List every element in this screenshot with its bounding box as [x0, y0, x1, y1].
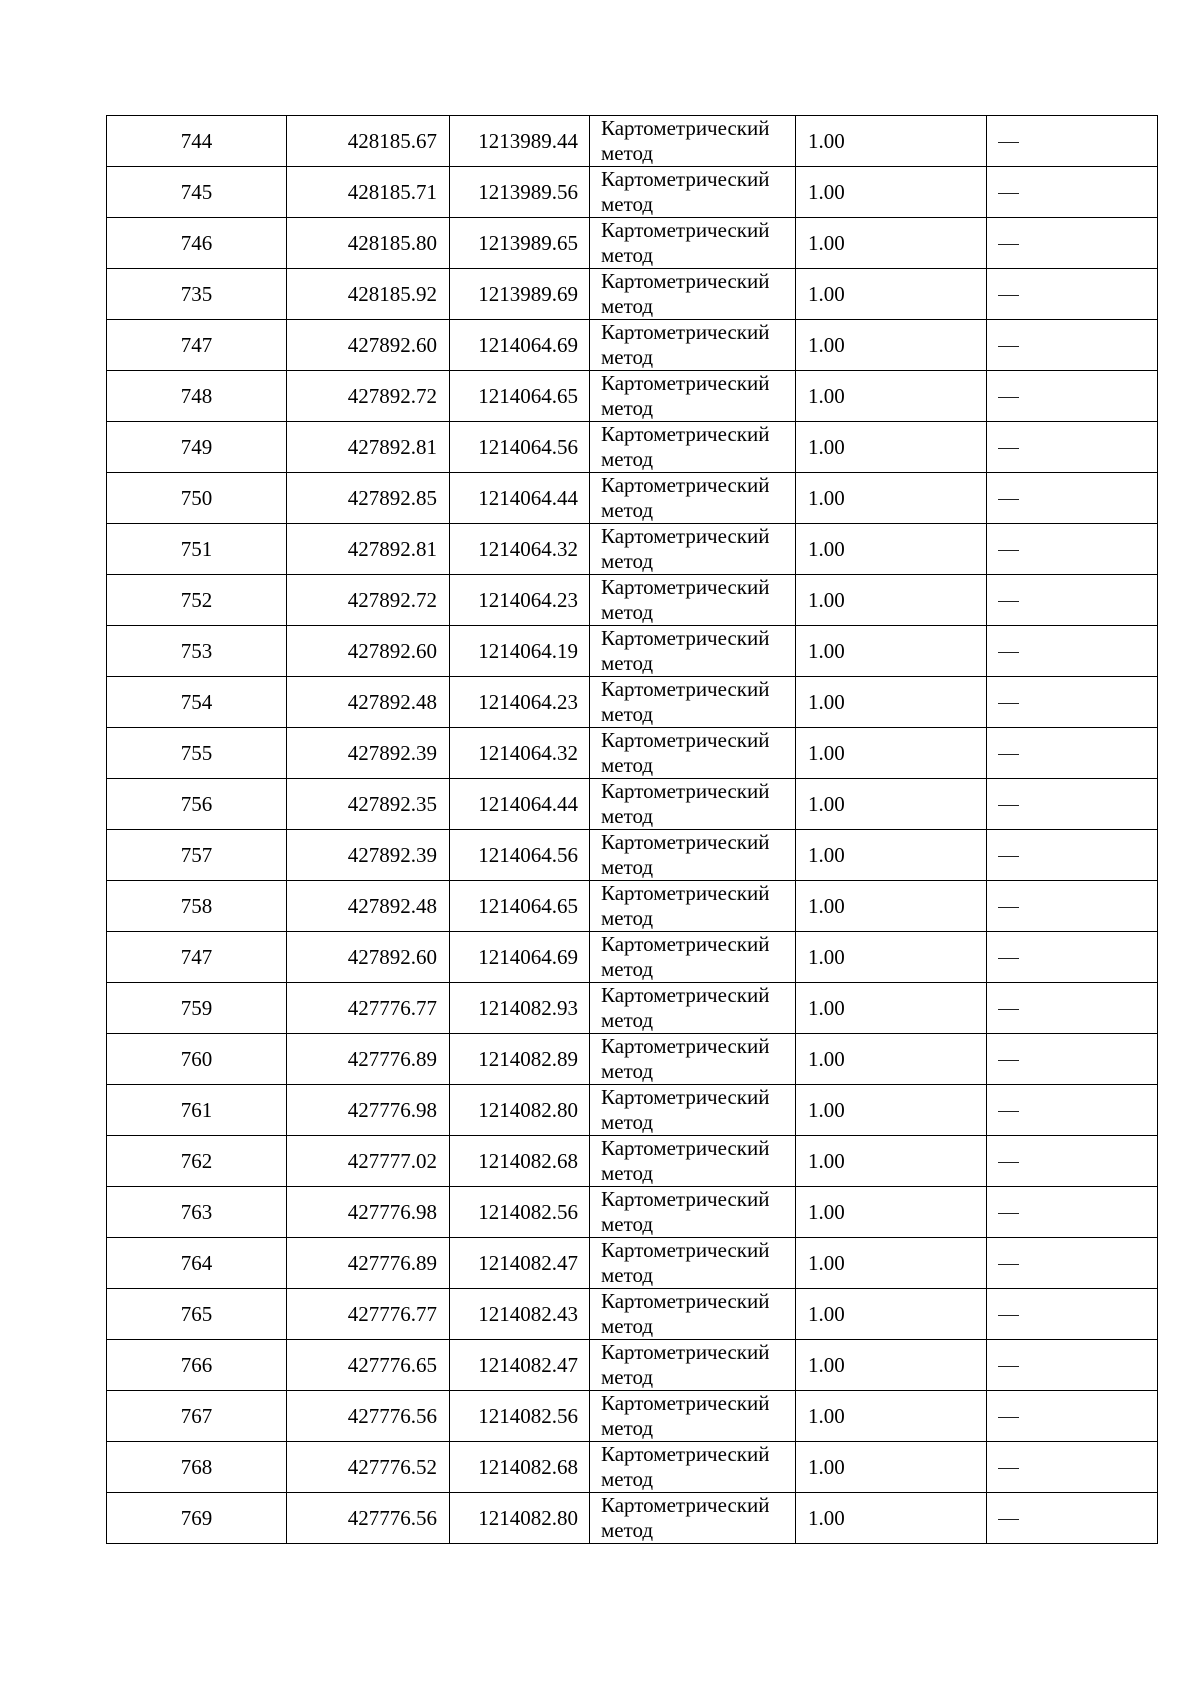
dash-mark — [998, 295, 1019, 296]
dash-mark — [998, 907, 1019, 908]
description-cell — [987, 1391, 1158, 1442]
point-number-cell: 756 — [107, 779, 287, 830]
x-coordinate-cell: 428185.80 — [287, 218, 450, 269]
x-coordinate-cell: 427776.77 — [287, 1289, 450, 1340]
accuracy-cell: 1.00 — [796, 1187, 987, 1238]
description-cell — [987, 116, 1158, 167]
point-number-cell: 768 — [107, 1442, 287, 1493]
y-coordinate-cell: 1213989.65 — [450, 218, 590, 269]
point-number-cell: 760 — [107, 1034, 287, 1085]
method-line-2: метод — [601, 855, 654, 879]
x-coordinate-cell: 427892.60 — [287, 320, 450, 371]
method-line-2: метод — [601, 1212, 654, 1236]
method-cell — [590, 269, 796, 320]
x-coordinate-cell: 427892.48 — [287, 677, 450, 728]
dash-mark — [998, 499, 1019, 500]
y-coordinate-cell: 1214082.89 — [450, 1034, 590, 1085]
method-cell — [590, 320, 796, 371]
point-number-cell: 744 — [107, 116, 287, 167]
description-cell — [987, 371, 1158, 422]
description-cell — [987, 1085, 1158, 1136]
coordinates-table — [106, 115, 1158, 1544]
method-line-1: Картометрический — [601, 1289, 770, 1313]
table-row — [107, 473, 1158, 524]
description-cell — [987, 320, 1158, 371]
point-number-cell: 748 — [107, 371, 287, 422]
method-cell — [590, 575, 796, 626]
dash-mark — [998, 1213, 1019, 1214]
x-coordinate-cell: 427776.56 — [287, 1493, 450, 1544]
accuracy-cell: 1.00 — [796, 1136, 987, 1187]
method-line-1: Картометрический — [601, 932, 770, 956]
accuracy-cell: 1.00 — [796, 422, 987, 473]
method-cell — [590, 881, 796, 932]
method-cell — [590, 830, 796, 881]
x-coordinate-cell: 427892.60 — [287, 626, 450, 677]
method-line-1: Картометрический — [601, 677, 770, 701]
accuracy-cell: 1.00 — [796, 524, 987, 575]
dash-mark — [998, 142, 1019, 143]
y-coordinate-cell: 1214064.23 — [450, 677, 590, 728]
method-line-1: Картометрический — [601, 983, 770, 1007]
table-row — [107, 524, 1158, 575]
method-line-1: Картометрический — [601, 830, 770, 854]
x-coordinate-cell: 427776.65 — [287, 1340, 450, 1391]
table-row — [107, 1034, 1158, 1085]
y-coordinate-cell: 1214082.56 — [450, 1391, 590, 1442]
dash-mark — [998, 397, 1019, 398]
y-coordinate-cell: 1214082.56 — [450, 1187, 590, 1238]
method-line-1: Картометрический — [601, 371, 770, 395]
point-number-cell: 755 — [107, 728, 287, 779]
y-coordinate-cell: 1214082.68 — [450, 1136, 590, 1187]
method-line-2: метод — [601, 1365, 654, 1389]
table-row — [107, 1136, 1158, 1187]
table-row — [107, 983, 1158, 1034]
y-coordinate-cell: 1214064.19 — [450, 626, 590, 677]
method-line-2: метод — [601, 1314, 654, 1338]
point-number-cell: 762 — [107, 1136, 287, 1187]
method-cell — [590, 1187, 796, 1238]
accuracy-cell: 1.00 — [796, 320, 987, 371]
y-coordinate-cell: 1214082.80 — [450, 1085, 590, 1136]
x-coordinate-cell: 427776.77 — [287, 983, 450, 1034]
point-number-cell: 759 — [107, 983, 287, 1034]
method-line-1: Картометрический — [601, 1085, 770, 1109]
y-coordinate-cell: 1214082.47 — [450, 1340, 590, 1391]
method-line-1: Картометрический — [601, 167, 770, 191]
x-coordinate-cell: 427892.35 — [287, 779, 450, 830]
method-line-1: Картометрический — [601, 473, 770, 497]
dash-mark — [998, 1162, 1019, 1163]
method-cell — [590, 677, 796, 728]
point-number-cell: 749 — [107, 422, 287, 473]
method-line-1: Картометрический — [601, 218, 770, 242]
method-line-1: Картометрический — [601, 1391, 770, 1415]
accuracy-cell: 1.00 — [796, 218, 987, 269]
dash-mark — [998, 1060, 1019, 1061]
method-cell — [590, 728, 796, 779]
point-number-cell: 766 — [107, 1340, 287, 1391]
point-number-cell: 752 — [107, 575, 287, 626]
method-cell — [590, 473, 796, 524]
table-row — [107, 371, 1158, 422]
accuracy-cell: 1.00 — [796, 371, 987, 422]
table-row — [107, 779, 1158, 830]
accuracy-cell: 1.00 — [796, 983, 987, 1034]
x-coordinate-cell: 427892.81 — [287, 422, 450, 473]
table-row — [107, 1238, 1158, 1289]
y-coordinate-cell: 1214082.93 — [450, 983, 590, 1034]
x-coordinate-cell: 427776.89 — [287, 1238, 450, 1289]
method-line-1: Картометрический — [601, 575, 770, 599]
point-number-cell: 747 — [107, 932, 287, 983]
y-coordinate-cell: 1214064.69 — [450, 320, 590, 371]
y-coordinate-cell: 1214064.44 — [450, 779, 590, 830]
point-number-cell: 747 — [107, 320, 287, 371]
method-line-1: Картометрический — [601, 728, 770, 752]
y-coordinate-cell: 1213989.44 — [450, 116, 590, 167]
description-cell — [987, 575, 1158, 626]
point-number-cell: 750 — [107, 473, 287, 524]
x-coordinate-cell: 427892.85 — [287, 473, 450, 524]
method-cell — [590, 1034, 796, 1085]
table-row — [107, 728, 1158, 779]
method-line-2: метод — [601, 294, 654, 318]
method-line-2: метод — [601, 447, 654, 471]
method-line-2: метод — [601, 702, 654, 726]
dash-mark — [998, 652, 1019, 653]
method-line-1: Картометрический — [601, 1034, 770, 1058]
table-row — [107, 1493, 1158, 1544]
x-coordinate-cell: 427892.81 — [287, 524, 450, 575]
dash-mark — [998, 805, 1019, 806]
description-cell — [987, 1034, 1158, 1085]
table-row — [107, 167, 1158, 218]
method-line-2: метод — [601, 498, 654, 522]
table-row — [107, 575, 1158, 626]
table-row — [107, 1187, 1158, 1238]
point-number-cell: 763 — [107, 1187, 287, 1238]
dash-mark — [998, 1111, 1019, 1112]
table-row — [107, 677, 1158, 728]
method-line-2: метод — [601, 141, 654, 165]
accuracy-cell: 1.00 — [796, 932, 987, 983]
accuracy-cell: 1.00 — [796, 626, 987, 677]
table-row — [107, 1391, 1158, 1442]
method-cell — [590, 524, 796, 575]
point-number-cell: 758 — [107, 881, 287, 932]
accuracy-cell: 1.00 — [796, 830, 987, 881]
description-cell — [987, 1289, 1158, 1340]
dash-mark — [998, 1366, 1019, 1367]
dash-mark — [998, 1009, 1019, 1010]
method-line-1: Картометрический — [601, 626, 770, 650]
y-coordinate-cell: 1214064.56 — [450, 830, 590, 881]
dash-mark — [998, 703, 1019, 704]
table-row — [107, 422, 1158, 473]
y-coordinate-cell: 1214082.80 — [450, 1493, 590, 1544]
x-coordinate-cell: 428185.67 — [287, 116, 450, 167]
point-number-cell: 754 — [107, 677, 287, 728]
method-line-2: метод — [601, 1263, 654, 1287]
point-number-cell: 764 — [107, 1238, 287, 1289]
method-cell — [590, 1085, 796, 1136]
dash-mark — [998, 550, 1019, 551]
point-number-cell: 751 — [107, 524, 287, 575]
method-line-1: Картометрический — [601, 1340, 770, 1364]
description-cell — [987, 626, 1158, 677]
y-coordinate-cell: 1214064.23 — [450, 575, 590, 626]
table-row — [107, 1289, 1158, 1340]
method-line-1: Картометрический — [601, 422, 770, 446]
x-coordinate-cell: 427892.39 — [287, 728, 450, 779]
description-cell — [987, 1442, 1158, 1493]
accuracy-cell: 1.00 — [796, 1493, 987, 1544]
method-line-2: метод — [601, 1467, 654, 1491]
dash-mark — [998, 448, 1019, 449]
table-row — [107, 626, 1158, 677]
description-cell — [987, 779, 1158, 830]
method-cell — [590, 218, 796, 269]
dash-mark — [998, 1519, 1019, 1520]
table-row — [107, 269, 1158, 320]
y-coordinate-cell: 1214064.65 — [450, 881, 590, 932]
accuracy-cell: 1.00 — [796, 269, 987, 320]
method-line-2: метод — [601, 804, 654, 828]
method-line-2: метод — [601, 1008, 654, 1032]
x-coordinate-cell: 427776.98 — [287, 1085, 450, 1136]
method-cell — [590, 1289, 796, 1340]
accuracy-cell: 1.00 — [796, 167, 987, 218]
x-coordinate-cell: 427892.48 — [287, 881, 450, 932]
dash-mark — [998, 601, 1019, 602]
y-coordinate-cell: 1214082.43 — [450, 1289, 590, 1340]
table-row — [107, 932, 1158, 983]
x-coordinate-cell: 428185.92 — [287, 269, 450, 320]
method-line-1: Картометрический — [601, 881, 770, 905]
point-number-cell: 765 — [107, 1289, 287, 1340]
point-number-cell: 769 — [107, 1493, 287, 1544]
x-coordinate-cell: 427892.60 — [287, 932, 450, 983]
method-cell — [590, 371, 796, 422]
dash-mark — [998, 244, 1019, 245]
method-line-2: метод — [601, 957, 654, 981]
table-row — [107, 830, 1158, 881]
description-cell — [987, 1187, 1158, 1238]
y-coordinate-cell: 1214064.56 — [450, 422, 590, 473]
method-line-1: Картометрический — [601, 320, 770, 344]
description-cell — [987, 1136, 1158, 1187]
description-cell — [987, 269, 1158, 320]
table-row — [107, 218, 1158, 269]
y-coordinate-cell: 1214064.69 — [450, 932, 590, 983]
y-coordinate-cell: 1214064.32 — [450, 524, 590, 575]
accuracy-cell: 1.00 — [796, 1340, 987, 1391]
x-coordinate-cell: 427776.52 — [287, 1442, 450, 1493]
method-line-1: Картометрический — [601, 1136, 770, 1160]
method-line-1: Картометрический — [601, 1493, 770, 1517]
accuracy-cell: 1.00 — [796, 1442, 987, 1493]
description-cell — [987, 524, 1158, 575]
method-cell — [590, 116, 796, 167]
point-number-cell: 735 — [107, 269, 287, 320]
point-number-cell: 767 — [107, 1391, 287, 1442]
method-line-2: метод — [601, 906, 654, 930]
description-cell — [987, 1493, 1158, 1544]
x-coordinate-cell: 427892.39 — [287, 830, 450, 881]
y-coordinate-cell: 1214064.32 — [450, 728, 590, 779]
method-line-2: метод — [601, 753, 654, 777]
y-coordinate-cell: 1214064.44 — [450, 473, 590, 524]
method-line-2: метод — [601, 396, 654, 420]
x-coordinate-cell: 427892.72 — [287, 371, 450, 422]
table-row — [107, 1085, 1158, 1136]
point-number-cell: 753 — [107, 626, 287, 677]
dash-mark — [998, 856, 1019, 857]
accuracy-cell: 1.00 — [796, 1391, 987, 1442]
description-cell — [987, 473, 1158, 524]
method-line-2: метод — [601, 1161, 654, 1185]
y-coordinate-cell: 1214064.65 — [450, 371, 590, 422]
accuracy-cell: 1.00 — [796, 881, 987, 932]
dash-mark — [998, 958, 1019, 959]
dash-mark — [998, 1264, 1019, 1265]
method-line-1: Картометрический — [601, 524, 770, 548]
dash-mark — [998, 1417, 1019, 1418]
y-coordinate-cell: 1214082.47 — [450, 1238, 590, 1289]
accuracy-cell: 1.00 — [796, 1289, 987, 1340]
accuracy-cell: 1.00 — [796, 575, 987, 626]
method-line-1: Картометрический — [601, 269, 770, 293]
method-line-1: Картометрический — [601, 779, 770, 803]
point-number-cell: 761 — [107, 1085, 287, 1136]
x-coordinate-cell: 427776.56 — [287, 1391, 450, 1442]
description-cell — [987, 830, 1158, 881]
method-cell — [590, 779, 796, 830]
x-coordinate-cell: 427776.89 — [287, 1034, 450, 1085]
dash-mark — [998, 1468, 1019, 1469]
method-cell — [590, 983, 796, 1034]
table-row — [107, 116, 1158, 167]
table-row — [107, 320, 1158, 371]
table-row — [107, 881, 1158, 932]
method-line-2: метод — [601, 549, 654, 573]
accuracy-cell: 1.00 — [796, 1034, 987, 1085]
accuracy-cell: 1.00 — [796, 116, 987, 167]
description-cell — [987, 932, 1158, 983]
table-row — [107, 1340, 1158, 1391]
method-line-1: Картометрический — [601, 1442, 770, 1466]
method-line-2: метод — [601, 192, 654, 216]
description-cell — [987, 1340, 1158, 1391]
x-coordinate-cell: 427777.02 — [287, 1136, 450, 1187]
description-cell — [987, 218, 1158, 269]
method-line-2: метод — [601, 1518, 654, 1542]
point-number-cell: 757 — [107, 830, 287, 881]
x-coordinate-cell: 427892.72 — [287, 575, 450, 626]
accuracy-cell: 1.00 — [796, 1085, 987, 1136]
y-coordinate-cell: 1213989.56 — [450, 167, 590, 218]
method-line-2: метод — [601, 345, 654, 369]
description-cell — [987, 983, 1158, 1034]
method-line-2: метод — [601, 600, 654, 624]
accuracy-cell: 1.00 — [796, 473, 987, 524]
x-coordinate-cell: 427776.98 — [287, 1187, 450, 1238]
description-cell — [987, 728, 1158, 779]
accuracy-cell: 1.00 — [796, 779, 987, 830]
method-line-2: метод — [601, 1416, 654, 1440]
dash-mark — [998, 193, 1019, 194]
accuracy-cell: 1.00 — [796, 1238, 987, 1289]
y-coordinate-cell: 1213989.69 — [450, 269, 590, 320]
method-cell — [590, 932, 796, 983]
table-row — [107, 1442, 1158, 1493]
method-cell — [590, 626, 796, 677]
method-line-2: метод — [601, 1059, 654, 1083]
accuracy-cell: 1.00 — [796, 677, 987, 728]
method-cell — [590, 1136, 796, 1187]
method-cell — [590, 167, 796, 218]
x-coordinate-cell: 428185.71 — [287, 167, 450, 218]
method-cell — [590, 1493, 796, 1544]
method-cell — [590, 1442, 796, 1493]
method-line-2: метод — [601, 651, 654, 675]
method-cell — [590, 1340, 796, 1391]
description-cell — [987, 677, 1158, 728]
method-cell — [590, 422, 796, 473]
method-line-2: метод — [601, 243, 654, 267]
method-line-1: Картометрический — [601, 1238, 770, 1262]
method-cell — [590, 1391, 796, 1442]
accuracy-cell: 1.00 — [796, 728, 987, 779]
point-number-cell: 746 — [107, 218, 287, 269]
description-cell — [987, 881, 1158, 932]
method-line-1: Картометрический — [601, 116, 770, 140]
dash-mark — [998, 346, 1019, 347]
method-line-1: Картометрический — [601, 1187, 770, 1211]
method-cell — [590, 1238, 796, 1289]
dash-mark — [998, 754, 1019, 755]
description-cell — [987, 167, 1158, 218]
description-cell — [987, 1238, 1158, 1289]
point-number-cell: 745 — [107, 167, 287, 218]
y-coordinate-cell: 1214082.68 — [450, 1442, 590, 1493]
method-line-2: метод — [601, 1110, 654, 1134]
dash-mark — [998, 1315, 1019, 1316]
description-cell — [987, 422, 1158, 473]
coordinates-table-body — [107, 116, 1158, 1544]
